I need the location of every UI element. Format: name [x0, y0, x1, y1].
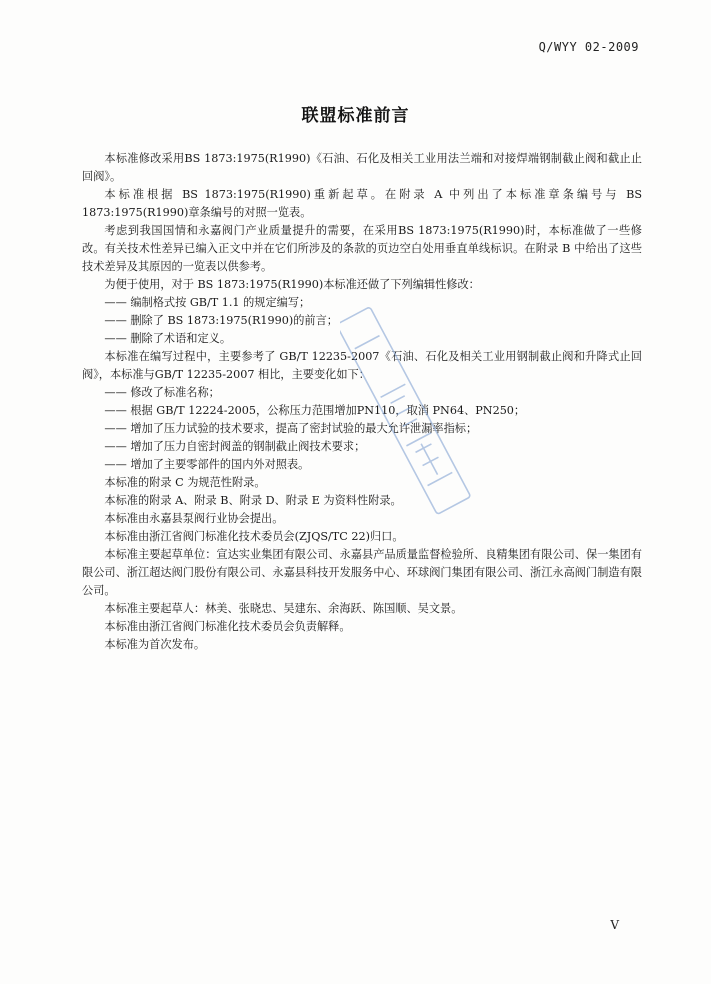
paragraph-informative-annex: 本标准的附录 A、附录 B、附录 D、附录 E 为资料性附录。 — [104, 494, 402, 507]
paragraph-drafting-units: 本标准主要起草单位：宣达实业集团有限公司、永嘉县产品质量监督检验所、良精集团有限公司、保一集团有限公司、浙江超达阀门股份有限公司、永嘉县科技开发服务中心、环球阀门集团有限公司、浙江永高阀门制造有限公司。 — [82, 548, 642, 597]
paragraph-first-release: 本标准为首次发布。 — [104, 638, 206, 651]
document-code: Q/WYY 02-2009 — [538, 40, 639, 54]
paragraph-interpretation: 本标准由浙江省阀门标准化技术委员会负责解释。 — [104, 620, 351, 633]
page-title: 联盟标准前言 — [301, 106, 410, 126]
foreword-body — [82, 150, 642, 654]
editorial-change-item: —— 删除了 BS 1873:1975(R1990)的前言； — [104, 314, 338, 327]
paragraph-editorial-intro: 为便于使用，对于 BS 1873:1975(R1990)本标准还做了下列编辑性修改： — [104, 278, 480, 291]
paragraph-centralized: 本标准由浙江省阀门标准化技术委员会(ZJQS/TC 22)归口。 — [104, 530, 404, 543]
main-change-item: —— 根据 GB/T 12224-2005，公称压力范围增加PN110，取消 PN64、PN250； — [104, 404, 526, 417]
main-change-item: —— 增加了主要零部件的国内外对照表。 — [104, 458, 310, 471]
paragraph-proposer: 本标准由永嘉县泵阀行业协会提出。 — [104, 512, 284, 525]
editorial-change-item: —— 删除了术语和定义。 — [104, 332, 232, 345]
paragraph-reference: 本标准在编写过程中，主要参考了 GB/T 12235-2007《石油、石化及相关工业用钢制截止阀和升降式止回阀》，本标准与GB/T 12235-2007 相比，主要变化如下： — [82, 350, 642, 381]
main-change-item: —— 增加了压力自密封阀盖的钢制截止阀技术要求； — [104, 440, 366, 453]
paragraph-adoption: 本标准修改采用BS 1873:1975(R1990)《石油、石化及相关工业用法兰端和对接焊端钢制截止阀和截止止回阀》。 — [82, 152, 642, 183]
editorial-change-item: —— 编制格式按 GB/T 1.1 的规定编写； — [104, 296, 311, 309]
page-number: V — [610, 918, 619, 932]
main-change-item: —— 增加了压力试验的技术要求，提高了密封试验的最大允许泄漏率指标； — [104, 422, 478, 435]
paragraph-normative-annex: 本标准的附录 C 为规范性附录。 — [104, 476, 266, 489]
paragraph-modifications: 考虑到我国国情和永嘉阀门产业质量提升的需要，在采用BS 1873:1975(R1990)时，本标准做了一些修改。有关技术性差异已编入正文中并在它们所涉及的条款的页边空白处用垂直单线标识。在附录 B 中给出了这些技术差异及其原因的一览表以供参考。 — [82, 224, 642, 273]
paragraph-drafters: 本标准主要起草人：林美、张晓忠、吴建东、余海跃、陈国顺、吴文景。 — [104, 602, 463, 615]
paragraph-redrafting: 本标准根据 BS 1873:1975(R1990)重新起草。在附录 A 中列出了本标准章条编号与 BS 1873:1975(R1990)章条编号的对照一览表。 — [82, 188, 642, 219]
main-change-item: —— 修改了标准名称； — [104, 386, 220, 399]
